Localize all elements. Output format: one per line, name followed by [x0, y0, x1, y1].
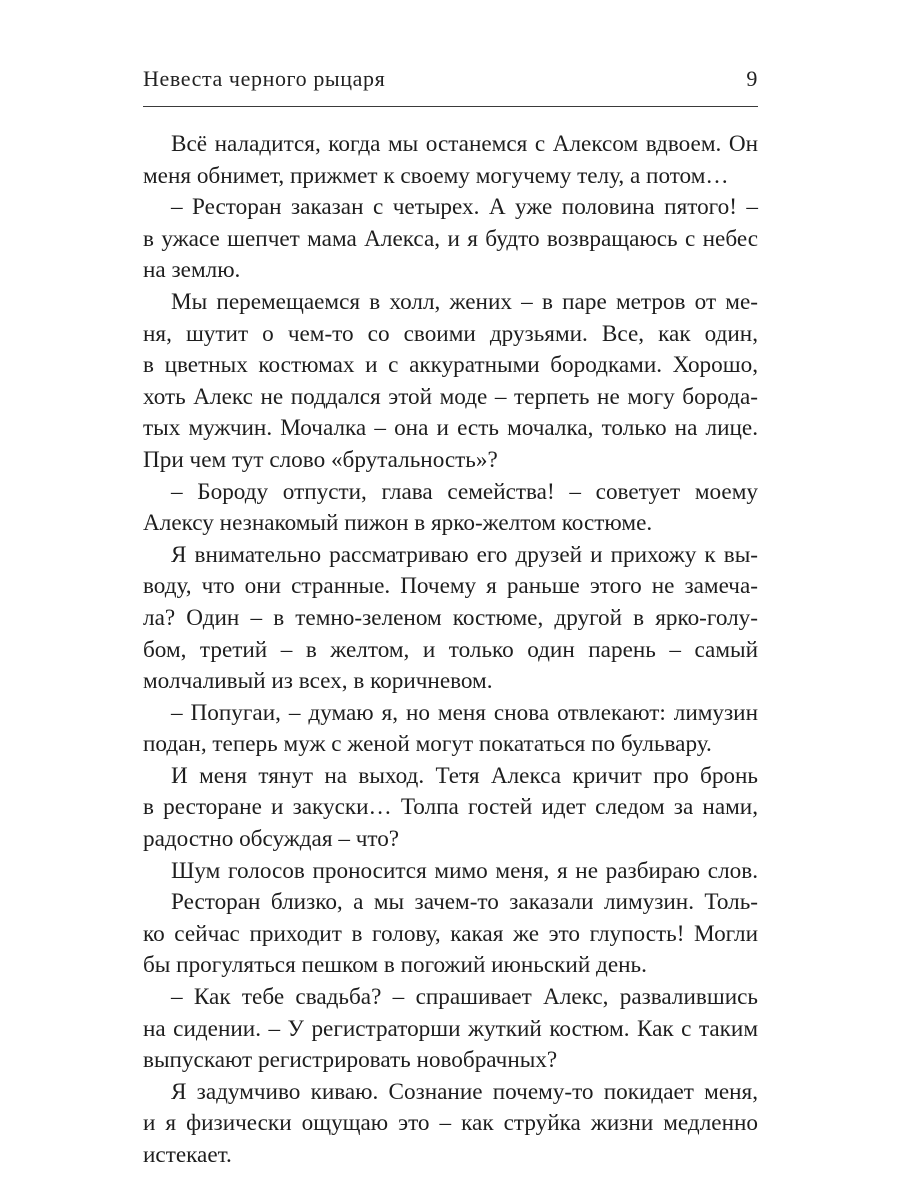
text-line: хоть Алекс не поддался этой моде – терпеть не могу борода- — [143, 383, 758, 410]
text-line: Ресторан близко, а мы зачем-то заказали лимузин. Толь- — [171, 889, 758, 916]
text-line: – Попугаи, – думаю я, но меня снова отвлекают: лимузин — [171, 699, 758, 726]
text-line: радостно обсуждая – что? — [143, 826, 400, 853]
text-line: ня, шутит о чем-то со своими друзьями. Все, как один, — [143, 320, 758, 347]
text-line: в ресторане и закуски… Толпа гостей идет следом за нами, — [143, 794, 758, 821]
running-head — [143, 66, 758, 96]
text-line: бом, третий – в желтом, и только один парень – самый — [143, 636, 758, 663]
text-line: Я задумчиво киваю. Сознание почему-то покидает меня, — [171, 1078, 758, 1105]
text-line: в ужасе шепчет мама Алекса, и я будто возвращаюсь с небес — [143, 225, 758, 252]
text-line: – Бороду отпусти, глава семейства! – советует моему — [171, 478, 758, 505]
text-line: на землю. — [143, 257, 241, 284]
text-line: подан, теперь муж с женой могут покататься по бульвару. — [143, 731, 712, 758]
text-line: При чем тут слово «брутальность»? — [143, 446, 498, 473]
text-line: ла? Один – в темно-зеленом костюме, другой в ярко-голу- — [143, 604, 758, 631]
text-line: Я внимательно рассматриваю его друзей и прихожу к вы- — [171, 541, 758, 568]
text-line: – Ресторан заказан с четырех. А уже половина пятого! – — [171, 194, 758, 221]
header-rule — [143, 106, 758, 107]
text-line: воду, что они странные. Почему я раньше этого не замеча- — [143, 573, 758, 600]
text-line: в цветных костюмах и с аккуратными бородками. Хорошо, — [143, 352, 758, 379]
text-line: Мы перемещаемся в холл, жених – в паре метров от ме- — [171, 288, 758, 315]
text-line: Алексу незнакомый пижон в ярко-желтом костюме. — [143, 510, 653, 537]
text-line: на сидении. – У регистраторши жуткий костюм. Как с таким — [143, 1015, 758, 1042]
book-title: Невеста черного рыцаря — [143, 66, 386, 91]
text-line: бы прогуляться пешком в погожий июньский день. — [143, 952, 647, 979]
text-line: выпускают регистрировать новобрачных? — [143, 1047, 558, 1074]
text-line: меня обнимет, прижмет к своему могучему телу, а потом… — [143, 162, 729, 189]
text-line: Шум голосов проносится мимо меня, я не разбираю слов. — [171, 857, 758, 884]
text-line: тых мужчин. Мочалка – она и есть мочалка, только на лице. — [143, 415, 758, 442]
text-line: молчаливый из всех, в коричневом. — [143, 668, 493, 695]
body-text — [143, 129, 758, 1172]
text-line: Всё наладится, когда мы останемся с Алексом вдвоем. Он — [171, 131, 758, 157]
page-number: 9 — [746, 66, 758, 91]
text-line: И меня тянут на выход. Тетя Алекса кричит про бронь — [171, 762, 758, 789]
text-line: ко сейчас приходит в голову, какая же это глупость! Могли — [143, 920, 758, 947]
text-line: – Как тебе свадьба? – спрашивает Алекс, развалившись — [171, 984, 758, 1011]
text-line: истекает. — [143, 1142, 232, 1168]
text-line: и я физически ощущаю это – как струйка жизни медленно — [143, 1110, 758, 1137]
